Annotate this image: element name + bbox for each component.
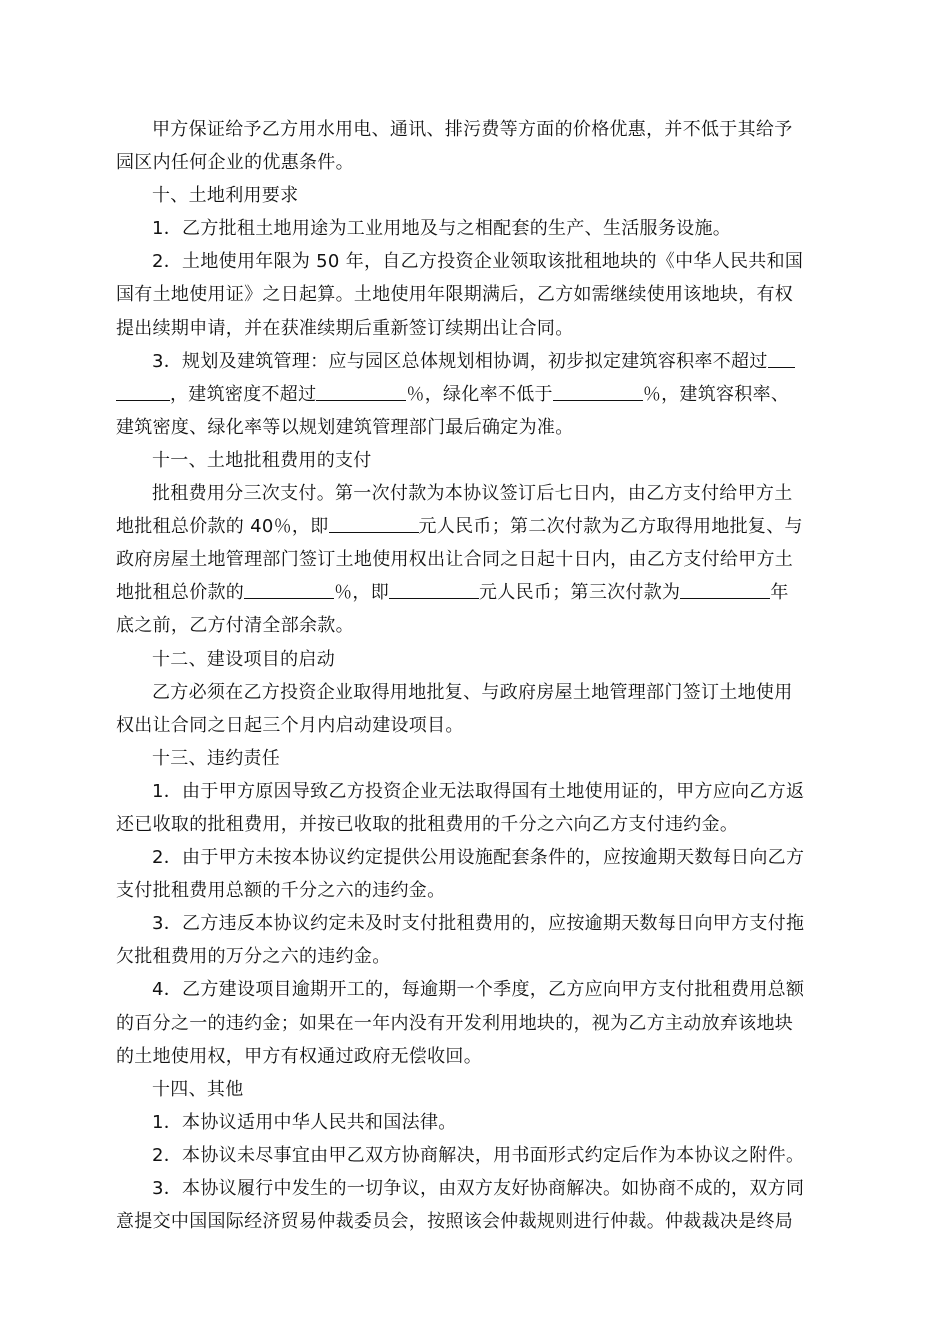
paragraph-line: 的土地使用权，甲方有权通过政府无偿收回。 xyxy=(116,1045,482,1067)
paragraph-line: ，建筑密度不超过 ％，绿化率不低于 ％，建筑容积率、 xyxy=(116,378,836,411)
paragraph-line: 2．土地使用年限为 50 年，自乙方投资企业领取该批租地块的《中华人民共和国 xyxy=(152,251,804,273)
paragraph-line: 欠批租费用的万分之六的违约金。 xyxy=(116,946,391,968)
section-heading: 十四、其他 xyxy=(152,1078,244,1100)
paragraph-line: 地批租总价款的 40％，即 元人民币；第二次付款为乙方取得用地批复、与 xyxy=(116,516,803,538)
paragraph-line: 1．本协议适用中华人民共和国法律。 xyxy=(152,1111,457,1133)
paragraph-line: 建筑密度、绿化率等以规划建筑管理部门最后确定为准。 xyxy=(116,416,574,438)
paragraph-line: 还已收取的批租费用，并按已收取的批租费用的千分之六向乙方支付违约金。 xyxy=(116,813,739,835)
paragraph-line: 园区内任何企业的优惠条件。 xyxy=(116,152,354,174)
paragraph-line: 1．乙方批租土地用途为工业用地及与之相配套的生产、生活服务设施。 xyxy=(152,218,732,240)
section-heading: 十三、违约责任 xyxy=(152,747,281,769)
paragraph-line: 3．本协议履行中发生的一切争议，由双方友好协商解决。如协商不成的，双方同 xyxy=(152,1178,805,1199)
paragraph-line: 国有土地使用证》之日起算。土地使用年限期满后，乙方如需继续使用该地块，有权 xyxy=(116,284,794,306)
paragraph-line: 地批租总价款的 ％，即 元人民币；第三次付款为 年 xyxy=(116,582,789,604)
paragraph-line: 意提交中国国际经济贸易仲裁委员会，按照该会仲裁规则进行仲裁。仲裁裁决是终局 xyxy=(116,1211,794,1233)
paragraph-line: 批租费用分三次支付。第一次付款为本协议签订后七日内，由乙方支付给甲方土 xyxy=(152,483,793,505)
paragraph-line: 支付批租费用总额的千分之六的违约金。 xyxy=(116,880,446,902)
fill-blank xyxy=(768,350,795,368)
paragraph-line: 甲方保证给予乙方用水用电、通讯、排污费等方面的价格优惠，并不低于其给予 xyxy=(152,119,793,140)
section-heading: 十二、建设项目的启动 xyxy=(152,648,335,670)
fill-blank xyxy=(680,581,770,599)
contract-text xyxy=(116,113,836,1238)
fill-blank xyxy=(329,515,419,533)
paragraph-line: 1．由于甲方原因导致乙方投资企业无法取得国有土地使用证的，甲方应向乙方返 xyxy=(152,780,805,802)
fill-blank xyxy=(389,581,479,599)
paragraph-line: 底之前，乙方付清全部余款。 xyxy=(116,615,354,637)
paragraph-line: 政府房屋土地管理部门签订土地使用权出让合同之日起十日内，由乙方支付给甲方土 xyxy=(116,549,794,571)
paragraph-line: 3．规划及建筑管理：应与园区总体规划相协调，初步拟定建筑容积率不超过 xyxy=(116,345,836,378)
paragraph-line: 4．乙方建设项目逾期开工的，每逾期一个季度，乙方应向甲方支付批租费用总额 xyxy=(152,979,805,1001)
paragraph-line: 的百分之一的违约金；如果在一年内没有开发利用地块的，视为乙方主动放弃该地块 xyxy=(116,1012,794,1034)
fill-blank xyxy=(553,383,643,401)
paragraph-line: 提出续期申请，并在获准续期后重新签订续期出让合同。 xyxy=(116,317,574,339)
section-heading: 十、土地利用要求 xyxy=(152,185,299,207)
paragraph-line: 2．本协议未尽事宜由甲乙双方协商解决，用书面形式约定后作为本协议之附件。 xyxy=(152,1144,805,1166)
paragraph-line: 2．由于甲方未按本协议约定提供公用设施配套条件的，应按逾期天数每日向乙方 xyxy=(152,847,805,869)
fill-blank xyxy=(116,383,170,401)
fill-blank xyxy=(316,383,406,401)
paragraph-line: 3．乙方违反本协议约定未及时支付批租费用的，应按逾期天数每日向甲方支付拖 xyxy=(152,913,805,935)
paragraph-line: 权出让合同之日起三个月内启动建设项目。 xyxy=(116,714,464,736)
section-heading: 十一、土地批租费用的支付 xyxy=(152,449,372,471)
fill-blank xyxy=(244,581,334,599)
paragraph-line: 乙方必须在乙方投资企业取得用地批复、与政府房屋土地管理部门签订土地使用 xyxy=(152,681,793,703)
